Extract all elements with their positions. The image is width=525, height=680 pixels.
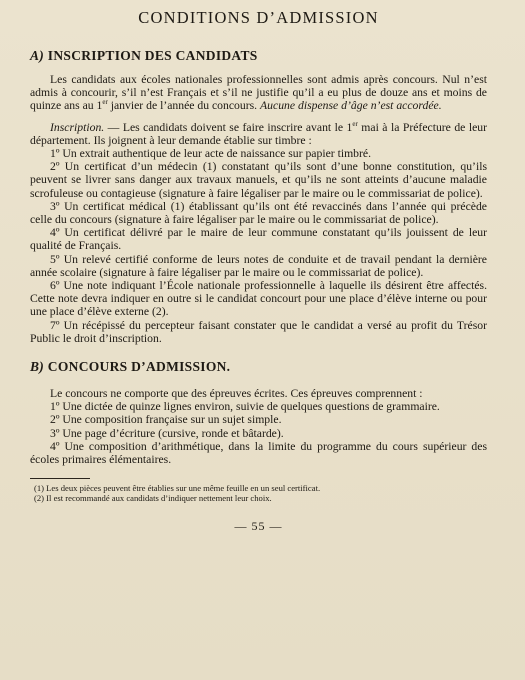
list-item: 5º Un relevé certifié conforme de leurs notes de conduite et de travail pendant la dernière année scolaire (signature à faire légaliser par le maire ou le commissariat de police).: [30, 252, 487, 279]
list-item: 4º Un certificat délivré par le maire de leur commune constatant qu’ils jouissent de leur qualité de Français.: [30, 226, 487, 253]
list-item: 6º Une note indiquant l’École nationale professionnelle à laquelle ils désirent être affectés. Cette note devra indiquer en outre si le candidat concourt pour une place d’élève interne ou pour une place d’élève externe (2).: [30, 279, 487, 319]
list-item: 3º Un certificat médical (1) établissant qu’ils ont été revaccinés dans l’année qui précède celle du concours (signature à faire légaliser par le maire ou le commissariat de police).: [30, 199, 487, 227]
section-a-title: INSCRIPTION DES CANDIDATS: [47, 48, 258, 63]
section-b-letter: B): [30, 359, 45, 375]
intro-text: Les candidats aux écoles nationales professionnelles sont admis après concours. Nul n’est admis à concourir, s’il n’est Français et s’il ne justifie qu’il a eu plus de douze ans et moins de quinze ans au 1: [30, 73, 487, 113]
section-a-heading: [30, 48, 487, 64]
list-item: 2º Une composition française sur un sujet simple.: [50, 413, 282, 427]
section-a-intro: [30, 73, 487, 113]
intro-superscript: er: [102, 98, 108, 107]
inscription-paragraph: [30, 121, 487, 147]
list-item: 1º Une dictée de quinze lignes environ, suivie de quelques questions de grammaire.: [50, 400, 440, 414]
footnote-divider: [30, 478, 90, 479]
section-b-heading: [30, 359, 487, 375]
inscription-text-a: — Les candidats doivent se faire inscrire avant le 1: [104, 120, 353, 134]
page-title: CONDITIONS D’ADMISSION: [138, 8, 379, 27]
footnote-1: (1) Les deux pièces peuvent être établies sur une même feuille en un seul certificat.: [34, 483, 321, 494]
list-item: 3º Une page d’écriture (cursive, ronde et bâtarde).: [50, 426, 284, 440]
footnote-2: (2) Il est recommandé aux candidats d’indiquer nettement leur choix.: [34, 493, 272, 504]
list-item: 4º Une composition d’arithmétique, dans la limite du programme du cours supérieur des écoles primaires élémentaires.: [30, 439, 487, 467]
list-item: 7º Un récépissé du percepteur faisant constater que le candidat a versé au profit du Trésor Public le droit d’inscription.: [30, 318, 487, 345]
list-item: 2º Un certificat d’un médecin (1) constatant qu’ils sont d’une bonne constitution, qu’ils peuvent se livrer sans danger aux travaux manuels, et qu’ils ne sont atteints d’aucune maladie scrofuleuse ou contagieuse (signature à faire légaliser par le maire ou le commissariat de police).: [30, 160, 487, 200]
list-item: 1º Un extrait authentique de leur acte de naissance sur papier timbré.: [50, 147, 372, 161]
section-a-letter: A): [30, 48, 45, 63]
section-b-intro: Le concours ne comporte que des épreuves écrites. Ces épreuves comprennent :: [50, 387, 423, 401]
inscription-superscript: er: [352, 119, 358, 128]
age-dispensation-note: Aucune dispense d’âge n’est accordée.: [260, 99, 442, 113]
inscription-label: Inscription.: [50, 120, 105, 134]
page-number: — 55 —: [234, 519, 283, 534]
intro-text-end: janvier de l’année du concours.: [107, 99, 258, 113]
section-b-title: CONCOURS D’ADMISSION.: [47, 359, 231, 375]
inscription-text-b: mai à la Préfecture de leur département. Ils joignent à leur demande établie sur timbre :: [30, 120, 487, 147]
